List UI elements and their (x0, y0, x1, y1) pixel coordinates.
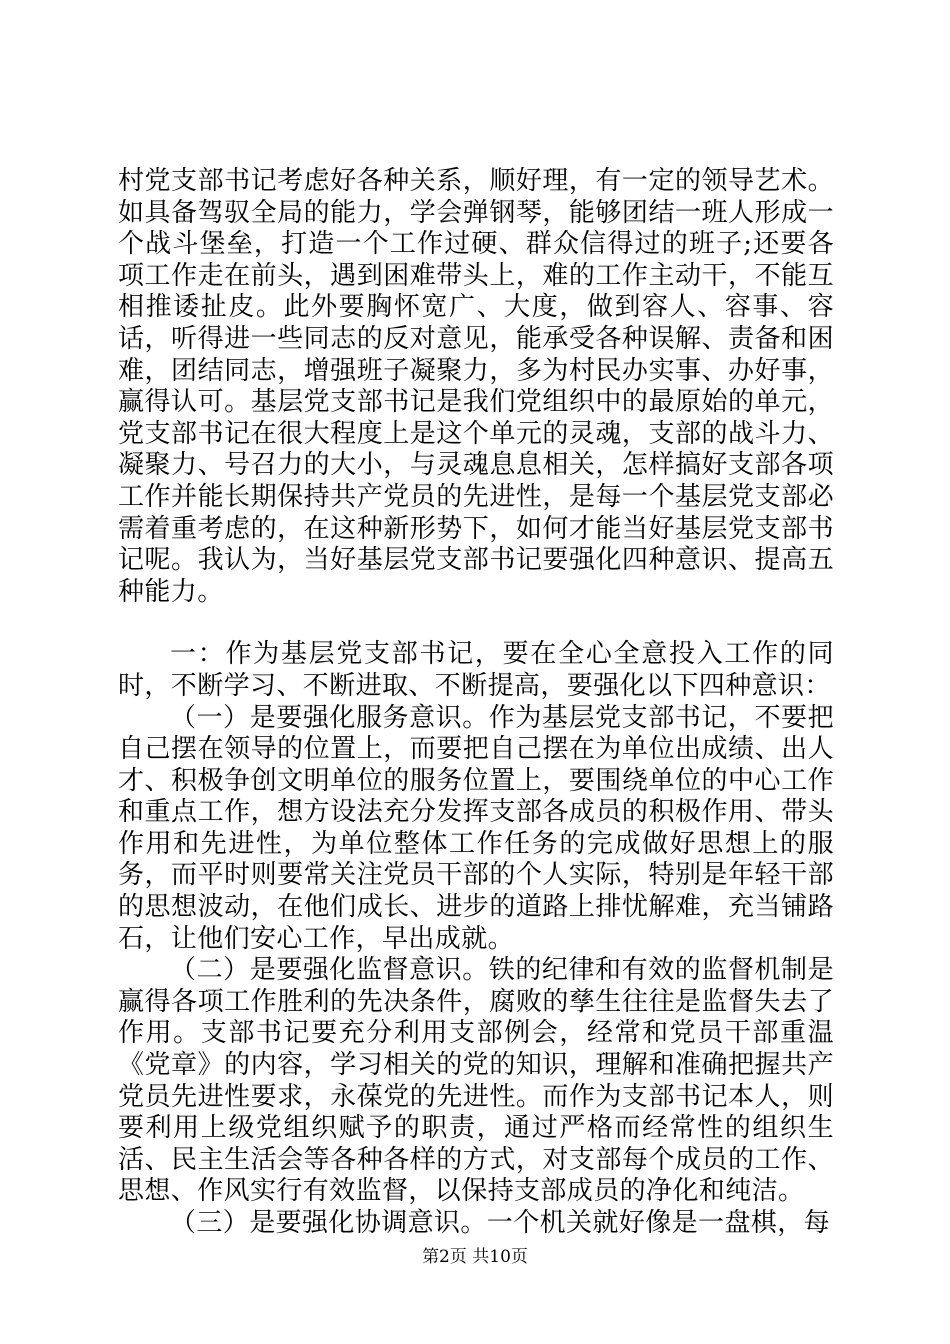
document-body (118, 166, 834, 1240)
paragraph-2: 一：作为基层党支部书记，要在全心全意投入工作的同时，不断学习、不断进取、不断提高，要强化以下四种意识： (118, 639, 834, 701)
paragraph-gap (118, 608, 834, 639)
page-footer: 第2页 共10页 (422, 1247, 528, 1267)
paragraph-3: （一）是要强化服务意识。作为基层党支部书记，不要把自己摆在领导的位置上，而要把自己摆在为单位出成绩、出人才、积极争创文明单位的服务位置上，要围绕单位的中心工作和重点工作，想方设法充分发挥支部各成员的积极作用、带头作用和先进性，为单位整体工作任务的完成做好思想上的服务，而平时则要常关注党员干部的个人实际，特别是年轻干部的思想波动，在他们成长、进步的道路上排忧解难，充当铺路石，让他们安心工作，早出成就。 (118, 702, 834, 954)
paragraph-1: 村党支部书记考虑好各种关系，顺好理，有一定的领导艺术。如具备驾驭全局的能力，学会弹钢琴，能够团结一班人形成一个战斗堡垒，打造一个工作过硬、群众信得过的班子;还要各项工作走在前头，遇到困难带头上，难的工作主动干，不能互相推诿扯皮。此外要胸怀宽广、大度，做到容人、容事、容话，听得进一些同志的反对意见，能承受各种误解、责备和困难，团结同志，增强班子凝聚力，多为村民办实事、办好事，赢得认可。基层党支部书记是我们党组织中的最原始的单元，党支部书记在很大程度上是这个单元的灵魂，支部的战斗力、凝聚力、号召力的大小，与灵魂息息相关，怎样搞好支部各项工作并能长期保持共产党员的先进性，是每一个基层党支部必需着重考虑的，在这种新形势下，如何才能当好基层党支部书记呢。我认为，当好基层党支部书记要强化四种意识、提高五种能力。 (118, 166, 834, 607)
paragraph-5: （三）是要强化协调意识。一个机关就好像是一盘棋，每 (170, 1208, 831, 1238)
paragraph-4: （二）是要强化监督意识。铁的纪律和有效的监督机制是赢得各项工作胜利的先决条件，腐败的孳生往往是监督失去了作用。支部书记要充分利用支部例会，经常和党员干部重温《党章》的内容，学习相关的党的知识，理解和准确把握共产党员先进性要求，永葆党的先进性。而作为支部书记本人，则要利用上级党组织赋予的职责，通过严格而经常性的组织生活、民主生活会等各种各样的方式，对支部每个成员的工作、思想、作风实行有效监督，以保持支部成员的净化和纯洁。 (118, 955, 834, 1207)
